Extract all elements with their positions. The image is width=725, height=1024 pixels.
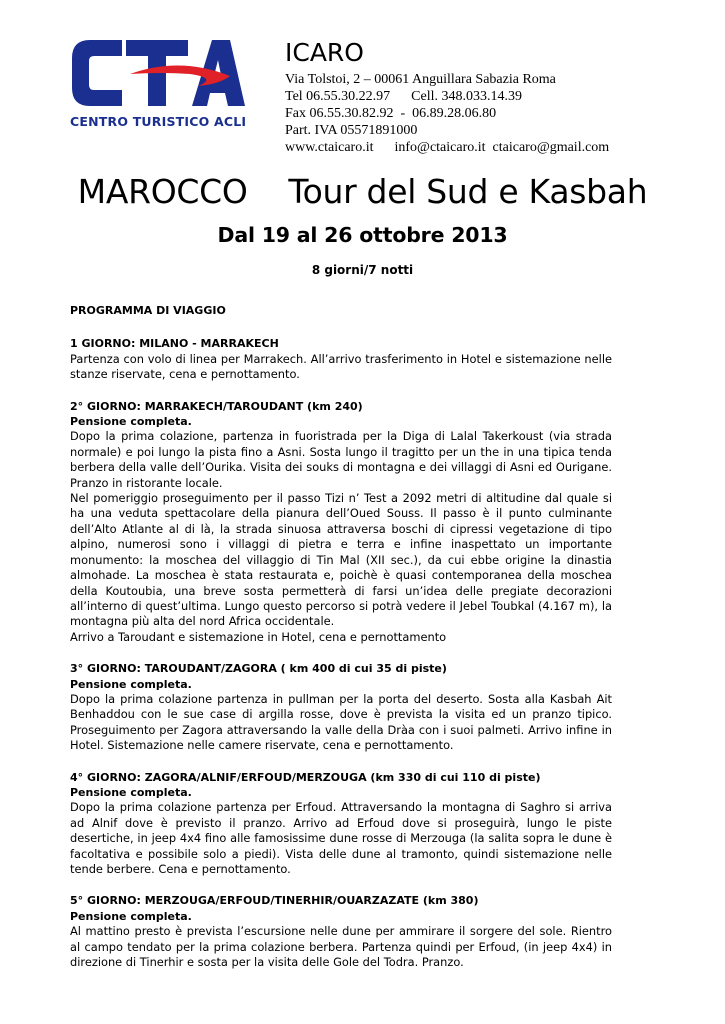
day-description: Dopo la prima colazione partenza in pullman per la porta del deserto. Sosta alla Kasbah Ait Benhaddou con le sue case di argilla rosse, dove è prevista la visita ed un pranzo tipico. Proseguimento per Zagora attraversando la valle della Dràa con i suoi palmeti. Arrivo infine in Hotel. Sistemazione nelle camere riservate, cena e pernottamento. — [70, 691, 612, 753]
day-2 — [70, 399, 612, 646]
day-1 — [70, 336, 612, 382]
day-description: Partenza con volo di linea per Marrakech. All’arrivo trasferimento in Hotel e sistemazione nelle stanze riservate, cena e pernottamento. — [70, 351, 612, 382]
day-5 — [70, 893, 612, 970]
day-description: Arrivo a Taroudant e sistemazione in Hotel, cena e pernottamento — [70, 629, 447, 644]
day-description: Dopo la prima colazione, partenza in fuoristrada per la Diga di Lalal Takerkoust (via strada normale) e poi lungo la pista fino a Asni. Sosta lungo il tragitto per un the in una tipica tenda berbera della valle dell’Ourika. Visita dei souks di montagna e dei villaggi di Asni ed Ourigane. Pranzo in ristorante locale. — [70, 429, 612, 490]
cta-logo — [70, 38, 245, 143]
day-title: 5° GIORNO: MERZOUGA/ERFOUD/TINERHIR/OUARZAZATE (km 380) — [70, 894, 479, 908]
logo-caption: CENTRO TURISTICO ACLI — [70, 114, 247, 129]
day-description: Dopo la prima colazione partenza per Erfoud. Attraversando la montagna di Saghro si arriva ad Alnif dove è previsto il pranzo. Arrivo ad Erfoud dove si proseguirà, lungo le piste desertiche, in jeep 4x4 fino alle famosissime dune rosse di Merzouga (la salita sopra le dune è facoltativa e possibile solo a piedi). Vista delle dune al tramonto, quindi sistemazione nelle tende berbere. Cena e pernottamento. — [70, 800, 612, 876]
organization-phone: Tel 06.55.30.22.97 Cell. 348.033.14.39 — [285, 89, 523, 104]
organization-address: Via Tolstoi, 2 – 00061 Anguillara Sabazia Roma — [285, 72, 556, 87]
day-title: 2° GIORNO: MARRAKECH/TAROUDANT (km 240) — [70, 399, 363, 413]
organization-fax: Fax 06.55.30.82.92 - 06.89.28.06.80 — [285, 106, 497, 121]
board-type: Pensione completa. — [70, 677, 192, 691]
board-type: Pensione completa. — [70, 785, 192, 799]
day-3 — [70, 661, 612, 753]
organization-name: ICARO — [285, 38, 364, 67]
program-heading: PROGRAMMA DI VIAGGIO — [70, 304, 226, 317]
day-title: 1 GIORNO: MILANO - MARRAKECH — [70, 337, 279, 351]
organization-vat: Part. IVA 05571891000 — [285, 123, 418, 138]
organization-web: www.ctaicaro.it info@ctaicaro.it ctaicaro@gmail.com — [285, 140, 610, 155]
day-title: 4° GIORNO: ZAGORA/ALNIF/ERFOUD/MERZOUGA (km 330 di cui 110 di piste) — [70, 770, 541, 784]
board-type: Pensione completa. — [70, 415, 192, 429]
board-type: Pensione completa. — [70, 909, 192, 923]
organization-header — [285, 38, 609, 156]
cta-logo-mark — [70, 38, 245, 118]
tour-dates: Dal 19 al 26 ottobre 2013 — [217, 223, 508, 247]
program-content — [70, 303, 612, 986]
tour-duration: 8 giorni/7 notti — [311, 263, 414, 277]
day-description: Al mattino presto è prevista l’escursione nelle dune per ammirare il sorgere del sole. Rientro al campo tendato per la prima colazione berbera. Partenza quindi per Erfoud, (in jeep 4x4) in direzione di Tinerhir e sosta per la visita delle Gole del Todra. Pranzo. — [70, 924, 612, 970]
day-4 — [70, 770, 612, 878]
day-description: Nel pomeriggio proseguimento per il passo Tizi n’ Test a 2092 metri di altitudine dal quale si ha una veduta spettacolare della pianura dell’Oued Souss. Il passo è il punto culminante dell’Alto Atlante al di là, la strada sinuosa attraversa boschi di cipressi vegetazione di tipo alpino, numerosi sono i villaggi di pietra e terra e infine inaspettato un importante monumento: la moschea del villaggio di Tin Mal (XII sec.), da cui ebbe origine la dinastia almohade. La moschea è stata restaurata e, poichè è quasi contemporanea della moschea della Koutoubia, una breve sosta permetterà di farsi un’idea delle pregiate decorazioni all’interno di quest’ultima. Lungo questo percorso si potrà vedere il Jebel Toubkal (4.167 m), la montagna più alta del nord Africa occidentale. — [70, 491, 612, 629]
day-title: 3° GIORNO: TAROUDANT/ZAGORA ( km 400 di cui 35 di piste) — [70, 662, 447, 676]
document-title: MAROCCO Tour del Sud e Kasbah — [77, 172, 648, 211]
